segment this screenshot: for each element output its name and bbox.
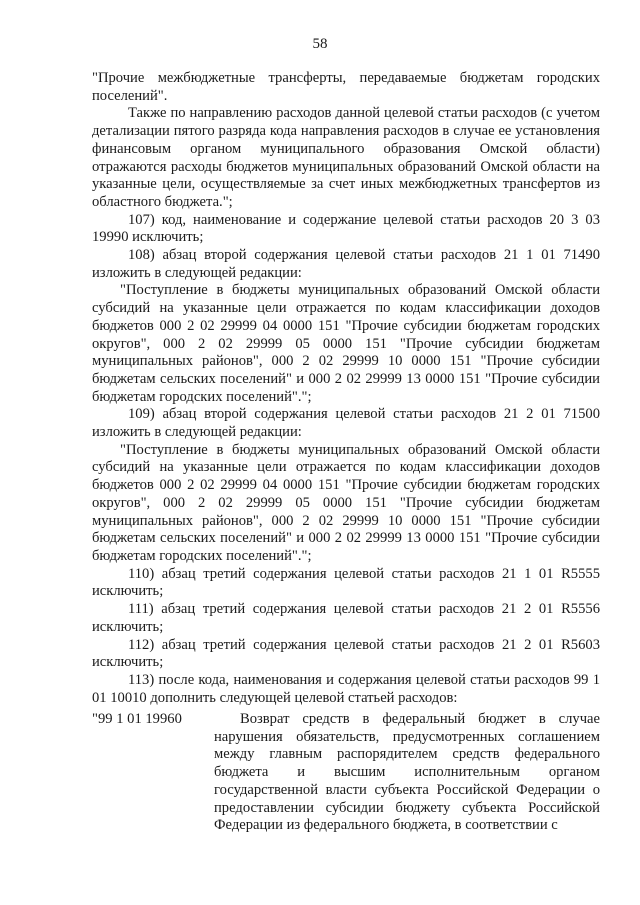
paragraph-item-109-quote: "Поступление в бюджеты муниципальных образований Омской области субсидий на указанные цели отражается по кодам классификации доходов бюджетов 000 2 02 29999 04 0000 151 "Прочие субсидии бюджетам городских округов", 000 2 02 29999 05 0000 151 "Прочие субсидии бюджетам муниципальных районов", 000 2 02 29999 10 0000 151 "Прочие субсидии бюджетам сельских поселений" и 000 2 02 29999 13 0000 151 "Прочие субсидии бюджетам городских поселений".";: [92, 441, 600, 564]
paragraph-item-110: 110) абзац третий содержания целевой статьи расходов 21 1 01 R5555 исключить;: [92, 565, 600, 600]
paragraph-item-109: 109) абзац второй содержания целевой статьи расходов 21 2 01 71500 изложить в следующей редакции:: [92, 406, 600, 441]
paragraph-expenses-note: Также по направлению расходов данной целевой статьи расходов (с учетом детализации пятого разряда кода направления расходов в случае ее установления финансовым органом муниципального образования Омской области) отражаются расходы бюджетов муниципальных образований Омской области на указанные цели, осуществляемые за счет иных межбюджетных трансфертов из областного бюджета.";: [92, 105, 600, 210]
paragraph-item-108-quote: "Поступление в бюджеты муниципальных образований Омской области субсидий на указанные цели отражается по кодам классификации доходов бюджетов 000 2 02 29999 04 0000 151 "Прочие субсидии бюджетам городских округов", 000 2 02 29999 05 0000 151 "Прочие субсидии бюджетам муниципальных районов", 000 2 02 29999 10 0000 151 "Прочие субсидии бюджетам сельских поселений" и 000 2 02 29999 13 0000 151 "Прочие субсидии бюджетам городских поселений".";: [92, 282, 600, 405]
paragraph-item-113: 113) после кода, наименования и содержания целевой статьи расходов 99 1 01 10010 дополнить следующей целевой статьей расходов:: [92, 671, 600, 706]
paragraph-item-107: 107) код, наименование и содержание целевой статьи расходов 20 3 03 19990 исключить;: [92, 211, 600, 246]
target-article-description: Возврат средств в федеральный бюджет в случае нарушения обязательств, предусмотренных соглашением между главным распорядителем средств федерального бюджета и высшим исполнительным органом государственной власти субъекта Российской Федерации о предоставлении субсидии бюджету субъекта Российской Федерации из федерального бюджета, в соответствии с: [214, 711, 600, 834]
paragraph-item-108: 108) абзац второй содержания целевой статьи расходов 21 1 01 71490 изложить в следующей редакции:: [92, 247, 600, 281]
paragraph-item-111: 111) абзац третий содержания целевой статьи расходов 21 2 01 R5556 исключить;: [92, 601, 600, 635]
page-number: 58: [312, 36, 328, 52]
paragraph-item-112: 112) абзац третий содержания целевой статьи расходов 21 2 01 R5603 исключить;: [92, 636, 600, 671]
document-body: [92, 70, 600, 707]
target-article-code: "99 1 01 19960: [92, 711, 182, 727]
paragraph-transfers-end: "Прочие межбюджетные трансферты, передаваемые бюджетам городских поселений".: [92, 70, 600, 104]
